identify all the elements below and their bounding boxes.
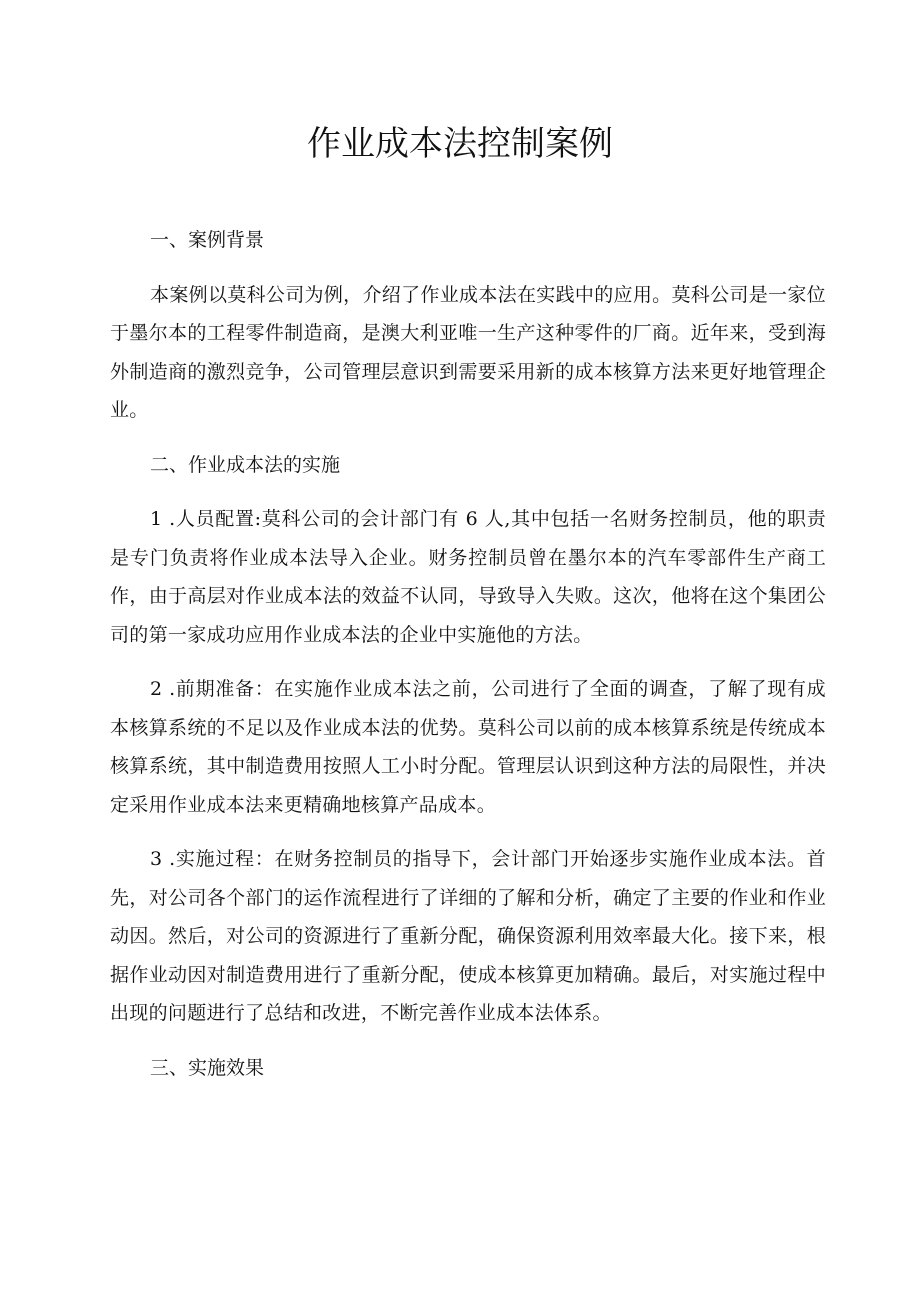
document-title: 作业成本法控制案例	[307, 124, 613, 164]
paragraph-staffing: 1 .人员配置:莫科公司的会计部门有 6 人,其中包括一名财务控制员，他的职责是专门负责将作业成本法导入企业。财务控制员曾在墨尔本的汽车零部件生产商工作，由于高层对作业成本法的效益不认同，导致导入失败。这次，他将在这个集团公司的第一家成功应用作业成本法的企业中实施他的方法。	[110, 508, 826, 646]
paragraph-process: 3 .实施过程：在财务控制员的指导下，会计部门开始逐步实施作业成本法。首先，对公司各个部门的运作流程进行了详细的了解和分析，确定了主要的作业和作业动因。然后，对公司的资源进行了重新分配，确保资源利用效率最大化。接下来，根据作业动因对制造费用进行了重新分配，使成本核算更加精确。最后，对实施过程中出现的问题进行了总结和改进，不断完善作业成本法体系。	[110, 848, 826, 1024]
section-heading-results: 三、实施效果	[150, 1056, 265, 1079]
section-heading-background: 一、案例背景	[150, 229, 265, 251]
paragraph-background: 本案例以莫科公司为例，介绍了作业成本法在实践中的应用。莫科公司是一家位于墨尔本的工程零件制造商，是澳大利亚唯一生产这种零件的厂商。近年来，受到海外制造商的激烈竞争，公司管理层意识到需要采用新的成本核算方法来更好地管理企业。	[110, 283, 826, 421]
section-heading-implementation: 二、作业成本法的实施	[150, 453, 341, 476]
paragraph-preparation: 2 .前期准备：在实施作业成本法之前，公司进行了全面的调查，了解了现有成本核算系统的不足以及作业成本法的优势。莫科公司以前的成本核算系统是传统成本核算系统，其中制造费用按照人工小时分配。管理层认识到这种方法的局限性，并决定采用作业成本法来更精确地核算产品成本。	[110, 678, 826, 816]
document-body	[110, 221, 826, 1103]
